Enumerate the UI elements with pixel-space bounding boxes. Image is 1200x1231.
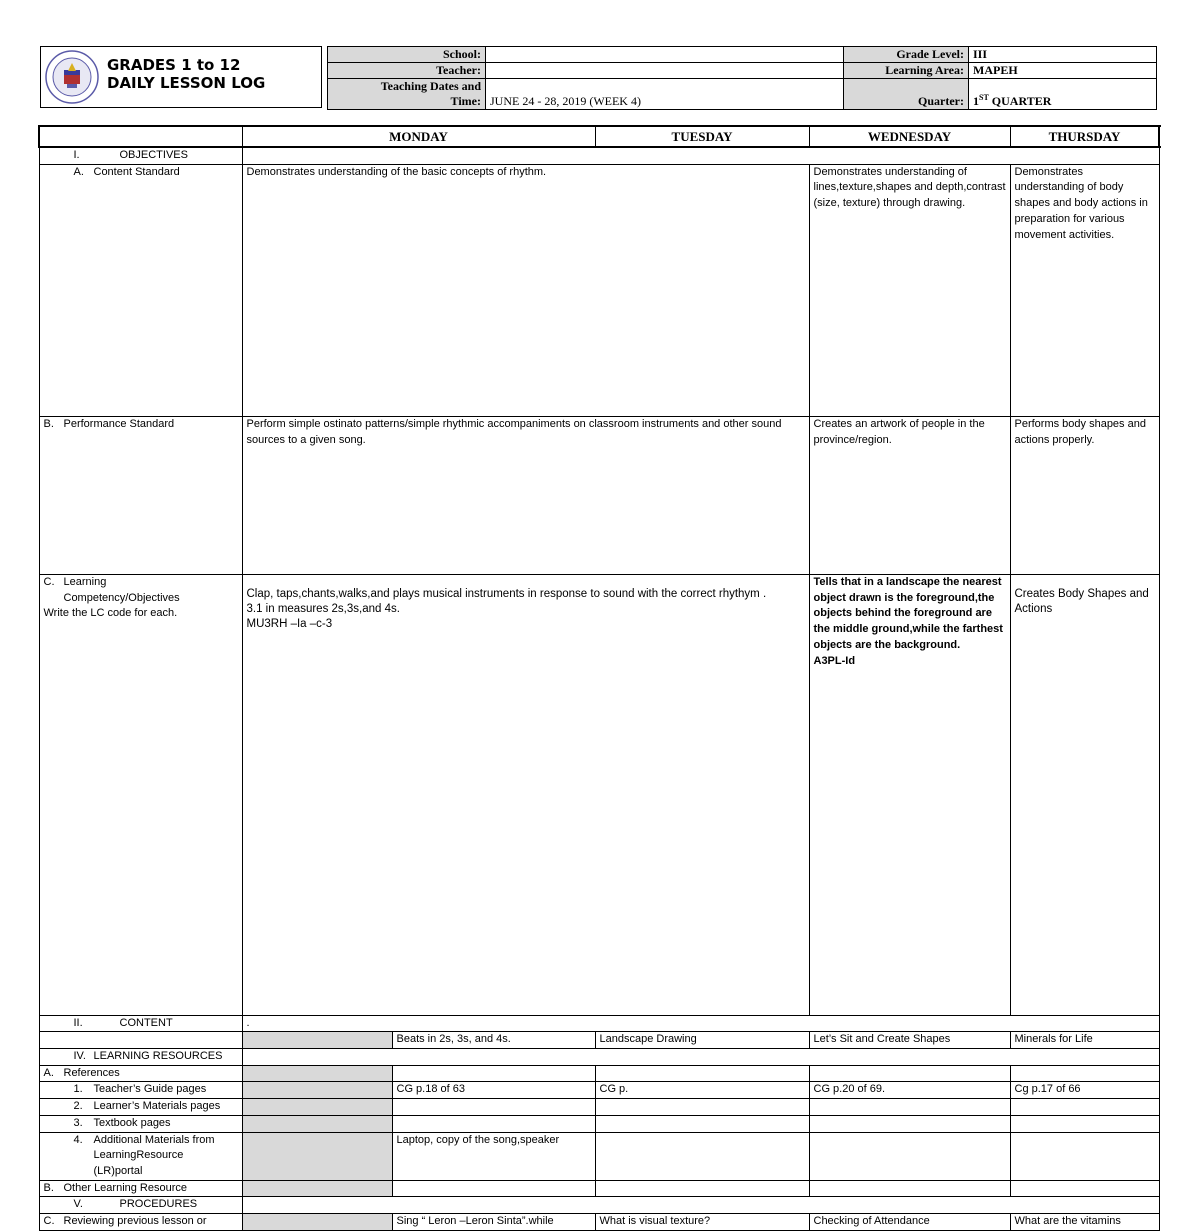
reviewing-row bbox=[39, 1214, 1159, 1231]
competency-text-1: Learning bbox=[63, 575, 107, 588]
content-topics-mon bbox=[242, 1032, 392, 1049]
learning-resources-span bbox=[242, 1049, 1159, 1066]
content-topics-fri: Minerals for Life bbox=[1010, 1032, 1159, 1049]
school-value bbox=[486, 47, 844, 63]
references-thu bbox=[809, 1065, 1010, 1082]
additional-materials-text-1: Additional Materials from bbox=[93, 1133, 215, 1146]
reviewing-thu: Checking of Attendance bbox=[809, 1214, 1010, 1231]
info-table bbox=[327, 46, 1157, 110]
competency-mon-tue: Clap, taps,chants,walks,and plays musical instruments in response to sound with the correct rhythym . 3.1 in measures 2s,3s,and 4s. MU3RH –Ia –c-3 bbox=[242, 574, 809, 1015]
day-monday: MONDAY bbox=[242, 126, 595, 147]
competency-row bbox=[39, 574, 1159, 1015]
quarter-number: 1 bbox=[973, 94, 979, 108]
quarter-label: Quarter: bbox=[844, 79, 969, 110]
learners-materials-text: Learner’s Materials pages bbox=[93, 1100, 221, 1113]
references-tue bbox=[392, 1065, 595, 1082]
other-resource-fri bbox=[1010, 1180, 1159, 1197]
grade-level-value: III bbox=[969, 47, 1157, 63]
learning-resources-label bbox=[39, 1049, 242, 1066]
teachers-guide-mon bbox=[242, 1082, 392, 1099]
competency-text-3: Write the LC code for each. bbox=[43, 607, 178, 620]
learning-area-label: Learning Area: bbox=[844, 63, 969, 79]
teachers-guide-text: Teacher’s Guide pages bbox=[93, 1083, 207, 1096]
learning-resources-num: IV. bbox=[73, 1050, 86, 1063]
objectives-num: I. bbox=[73, 149, 80, 161]
other-resource-thu bbox=[809, 1180, 1010, 1197]
references-mon bbox=[242, 1065, 392, 1082]
title-line-2: DAILY LESSON LOG bbox=[107, 74, 266, 92]
reviewing-fri: What are the vitamins bbox=[1010, 1214, 1159, 1231]
content-standard-wed: Demonstrates understanding of lines,texture,shapes and depth,contrast (size, texture) through drawing. bbox=[809, 164, 1010, 416]
competency-text-2: Competency/Objectives bbox=[63, 591, 180, 604]
textbook-text: Textbook pages bbox=[93, 1116, 171, 1129]
content-standard-row bbox=[39, 164, 1159, 416]
textbook-thu bbox=[809, 1115, 1010, 1132]
content-topics-wed: Landscape Drawing bbox=[595, 1032, 809, 1049]
learners-materials-fri bbox=[1010, 1099, 1159, 1116]
reviewing-num: C. bbox=[43, 1215, 55, 1228]
learners-materials-mon bbox=[242, 1099, 392, 1116]
other-resource-tue bbox=[392, 1180, 595, 1197]
learners-materials-thu bbox=[809, 1099, 1010, 1116]
teachers-guide-tue: CG p.18 of 63 bbox=[392, 1082, 595, 1099]
performance-standard-num: B. bbox=[43, 417, 54, 430]
teachers-guide-thu: CG p.20 of 69. bbox=[809, 1082, 1010, 1099]
teaching-dates-label-2: Time: bbox=[450, 94, 481, 108]
content-topics-row bbox=[39, 1032, 1159, 1049]
references-wed bbox=[595, 1065, 809, 1082]
teacher-value bbox=[486, 63, 844, 79]
day-thursday: THURSDAY bbox=[1010, 126, 1159, 147]
other-resource-num: B. bbox=[43, 1181, 54, 1194]
procedures-span bbox=[242, 1197, 1159, 1214]
references-text: References bbox=[63, 1066, 120, 1079]
additional-materials-mon bbox=[242, 1132, 392, 1180]
references-fri bbox=[1010, 1065, 1159, 1082]
performance-standard-label bbox=[39, 416, 242, 574]
competency-num: C. bbox=[43, 575, 55, 588]
competency-thu: Creates Body Shapes and Actions bbox=[1010, 574, 1159, 1015]
performance-standard-mon-tue: Perform simple ostinato patterns/simple rhythmic accompaniments on classroom instruments and other sound sources to a given song. bbox=[242, 416, 809, 574]
content-standard-mon-tue: Demonstrates understanding of the basic concepts of rhythm. bbox=[242, 164, 809, 416]
references-label bbox=[39, 1065, 242, 1082]
additional-materials-row bbox=[39, 1132, 1159, 1180]
content-standard-num: A. bbox=[73, 165, 84, 178]
teachers-guide-label bbox=[39, 1082, 242, 1099]
performance-standard-row bbox=[39, 416, 1159, 574]
additional-materials-wed bbox=[595, 1132, 809, 1180]
additional-materials-num: 4. bbox=[73, 1133, 83, 1146]
reviewing-mon bbox=[242, 1214, 392, 1231]
content-standard-thu: Demonstrates understanding of body shapes and body actions in preparation for various movement activities. bbox=[1010, 164, 1159, 416]
quarter-text: QUARTER bbox=[988, 94, 1052, 108]
teaching-dates-label bbox=[328, 79, 486, 110]
learners-materials-row bbox=[39, 1099, 1159, 1116]
teachers-guide-num: 1. bbox=[73, 1083, 83, 1096]
references-num: A. bbox=[43, 1066, 54, 1079]
additional-materials-text-2: LearningResource bbox=[93, 1149, 184, 1162]
reviewing-text: Reviewing previous lesson or bbox=[63, 1215, 207, 1228]
textbook-row bbox=[39, 1115, 1159, 1132]
other-resource-label bbox=[39, 1180, 242, 1197]
textbook-wed bbox=[595, 1115, 809, 1132]
procedures-text: PROCEDURES bbox=[119, 1198, 198, 1211]
content-num: II. bbox=[73, 1016, 83, 1029]
additional-materials-fri bbox=[1010, 1132, 1159, 1180]
school-label: School: bbox=[328, 47, 486, 63]
other-resource-row bbox=[39, 1180, 1159, 1197]
content-standard-text: Content Standard bbox=[93, 165, 180, 178]
lesson-log-table bbox=[38, 125, 1160, 1231]
content-span: . bbox=[242, 1015, 1159, 1032]
procedures-num: V. bbox=[73, 1198, 83, 1211]
other-resource-mon bbox=[242, 1180, 392, 1197]
content-topics-thu: Let’s Sit and Create Shapes bbox=[809, 1032, 1010, 1049]
other-resource-wed bbox=[595, 1180, 809, 1197]
deped-seal-icon bbox=[45, 50, 99, 104]
teacher-label: Teacher: bbox=[328, 63, 486, 79]
textbook-tue bbox=[392, 1115, 595, 1132]
learners-materials-label bbox=[39, 1099, 242, 1116]
additional-materials-tue: Laptop, copy of the song,speaker bbox=[392, 1132, 595, 1180]
textbook-mon bbox=[242, 1115, 392, 1132]
procedures-row bbox=[39, 1197, 1159, 1214]
teaching-dates-value: JUNE 24 - 28, 2019 (WEEK 4) bbox=[486, 79, 844, 110]
objectives-text: OBJECTIVES bbox=[119, 149, 188, 161]
reviewing-label bbox=[39, 1214, 242, 1231]
objectives-span bbox=[242, 147, 1159, 164]
content-topics-label bbox=[39, 1032, 242, 1049]
quarter-suffix: ST bbox=[979, 93, 989, 102]
competency-label bbox=[39, 574, 242, 1015]
competency-wed: Tells that in a landscape the nearest object drawn is the foreground,the objects behind the foreground are the middle ground,while the farthest objects are the background. A3PL-Id bbox=[809, 574, 1010, 1015]
days-header-row bbox=[39, 126, 1159, 147]
quarter-value bbox=[969, 79, 1157, 110]
performance-standard-wed: Creates an artwork of people in the province/region. bbox=[809, 416, 1010, 574]
objectives-label bbox=[39, 147, 242, 164]
learning-area-value: MAPEH bbox=[969, 63, 1157, 79]
teaching-dates-label-1: Teaching Dates and bbox=[380, 79, 481, 93]
day-wednesday: WEDNESDAY bbox=[809, 126, 1010, 147]
learners-materials-num: 2. bbox=[73, 1100, 83, 1113]
learners-materials-wed bbox=[595, 1099, 809, 1116]
content-standard-label bbox=[39, 164, 242, 416]
title-line-1: GRADES 1 to 12 bbox=[107, 56, 241, 74]
additional-materials-text-3: (LR)portal bbox=[93, 1165, 143, 1177]
textbook-label bbox=[39, 1115, 242, 1132]
learning-resources-text: LEARNING RESOURCES bbox=[93, 1050, 223, 1063]
objectives-row bbox=[39, 147, 1159, 164]
textbook-num: 3. bbox=[73, 1116, 83, 1129]
content-row bbox=[39, 1015, 1159, 1032]
corner-cell bbox=[39, 126, 242, 147]
day-tuesday: TUESDAY bbox=[595, 126, 809, 147]
additional-materials-label bbox=[39, 1132, 242, 1180]
teachers-guide-fri: Cg p.17 of 66 bbox=[1010, 1082, 1159, 1099]
references-row bbox=[39, 1065, 1159, 1082]
content-label bbox=[39, 1015, 242, 1032]
performance-standard-thu: Performs body shapes and actions properly. bbox=[1010, 416, 1159, 574]
additional-materials-thu bbox=[809, 1132, 1010, 1180]
reviewing-wed: What is visual texture? bbox=[595, 1214, 809, 1231]
other-resource-text: Other Learning Resource bbox=[63, 1181, 188, 1194]
teachers-guide-row bbox=[39, 1082, 1159, 1099]
performance-standard-text: Performance Standard bbox=[63, 417, 175, 430]
learners-materials-tue bbox=[392, 1099, 595, 1116]
reviewing-tue: Sing “ Leron –Leron Sinta”.while bbox=[392, 1214, 595, 1231]
grade-level-label: Grade Level: bbox=[844, 47, 969, 63]
learning-resources-row bbox=[39, 1049, 1159, 1066]
procedures-label bbox=[39, 1197, 242, 1214]
content-topics-tue: Beats in 2s, 3s, and 4s. bbox=[392, 1032, 595, 1049]
textbook-fri bbox=[1010, 1115, 1159, 1132]
content-text: CONTENT bbox=[119, 1016, 173, 1029]
teachers-guide-wed: CG p. bbox=[595, 1082, 809, 1099]
